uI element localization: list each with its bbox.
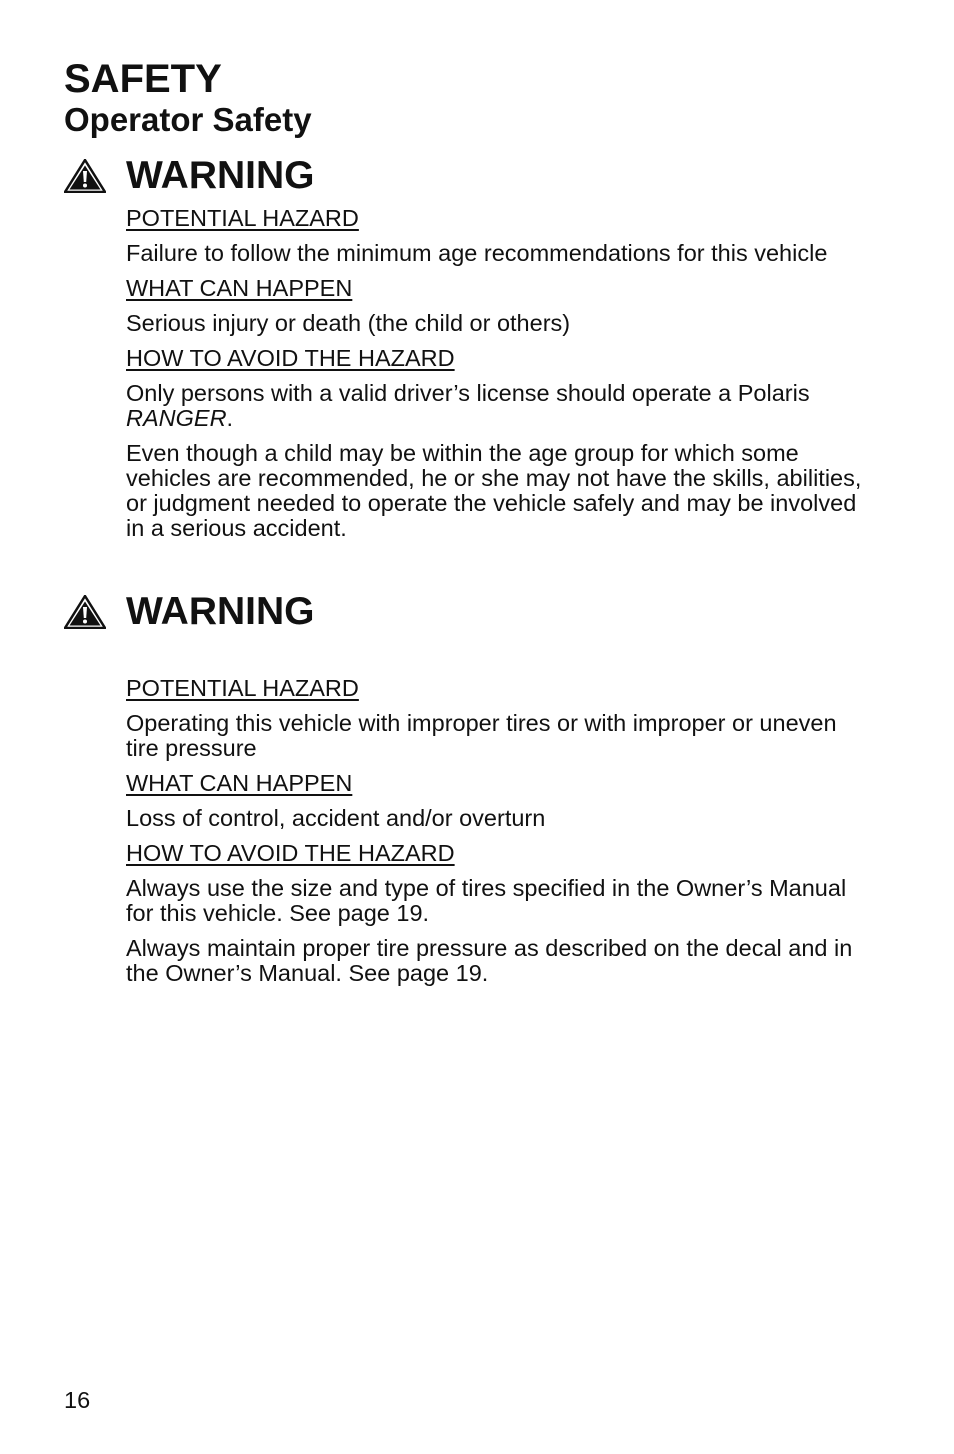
warning-triangle-icon [64, 159, 106, 193]
how-to-avoid-label: HOW TO AVOID THE HAZARD [126, 345, 455, 371]
potential-hazard-label: POTENTIAL HAZARD [126, 205, 359, 231]
what-can-happen-text: Serious injury or death (the child or others) [126, 310, 571, 336]
product-name: RANGER [126, 405, 227, 431]
avoid-instruction-1 [126, 381, 874, 431]
warning-body [126, 676, 874, 986]
warning-body [126, 206, 874, 541]
page-number: 16 [64, 1387, 91, 1413]
section-title: Operator Safety [64, 101, 312, 138]
avoid-instruction-2: Even though a child may be within the age group for which some vehicles are recommended, he or she may not have the skills, abilities, or judgment needed to operate the vehicle safely and may be involved in a serious accident. [126, 440, 862, 541]
what-can-happen-label: WHAT CAN HAPPEN [126, 770, 353, 796]
avoid-instruction-1: Always use the size and type of tires specified in the Owner’s Manual for this vehicle. See page 19. [126, 875, 847, 926]
warning-block-age [64, 152, 874, 551]
avoid-instruction-2: Always maintain proper tire pressure as described on the decal and in the Owner’s Manual. See page 19. [126, 935, 853, 986]
avoid-instruction-1-end: . [226, 405, 234, 431]
page-title: SAFETY [64, 57, 222, 101]
how-to-avoid-label: HOW TO AVOID THE HAZARD [126, 840, 455, 866]
avoid-instruction-1-text: Only persons with a valid driver’s license should operate a Polaris [126, 380, 810, 406]
warning-header [64, 588, 874, 636]
what-can-happen-text: Loss of control, accident and/or overturn [126, 805, 546, 831]
what-can-happen-label: WHAT CAN HAPPEN [126, 275, 353, 301]
warning-title: WARNING [126, 154, 315, 197]
warning-title: WARNING [126, 590, 315, 633]
warning-triangle-icon [64, 595, 106, 629]
potential-hazard-label: POTENTIAL HAZARD [126, 675, 359, 701]
warning-header [64, 152, 874, 200]
potential-hazard-text: Failure to follow the minimum age recommendations for this vehicle [126, 240, 828, 266]
potential-hazard-text: Operating this vehicle with improper tires or with improper or uneven tire pressure [126, 710, 837, 761]
warning-block-tires [64, 588, 874, 996]
